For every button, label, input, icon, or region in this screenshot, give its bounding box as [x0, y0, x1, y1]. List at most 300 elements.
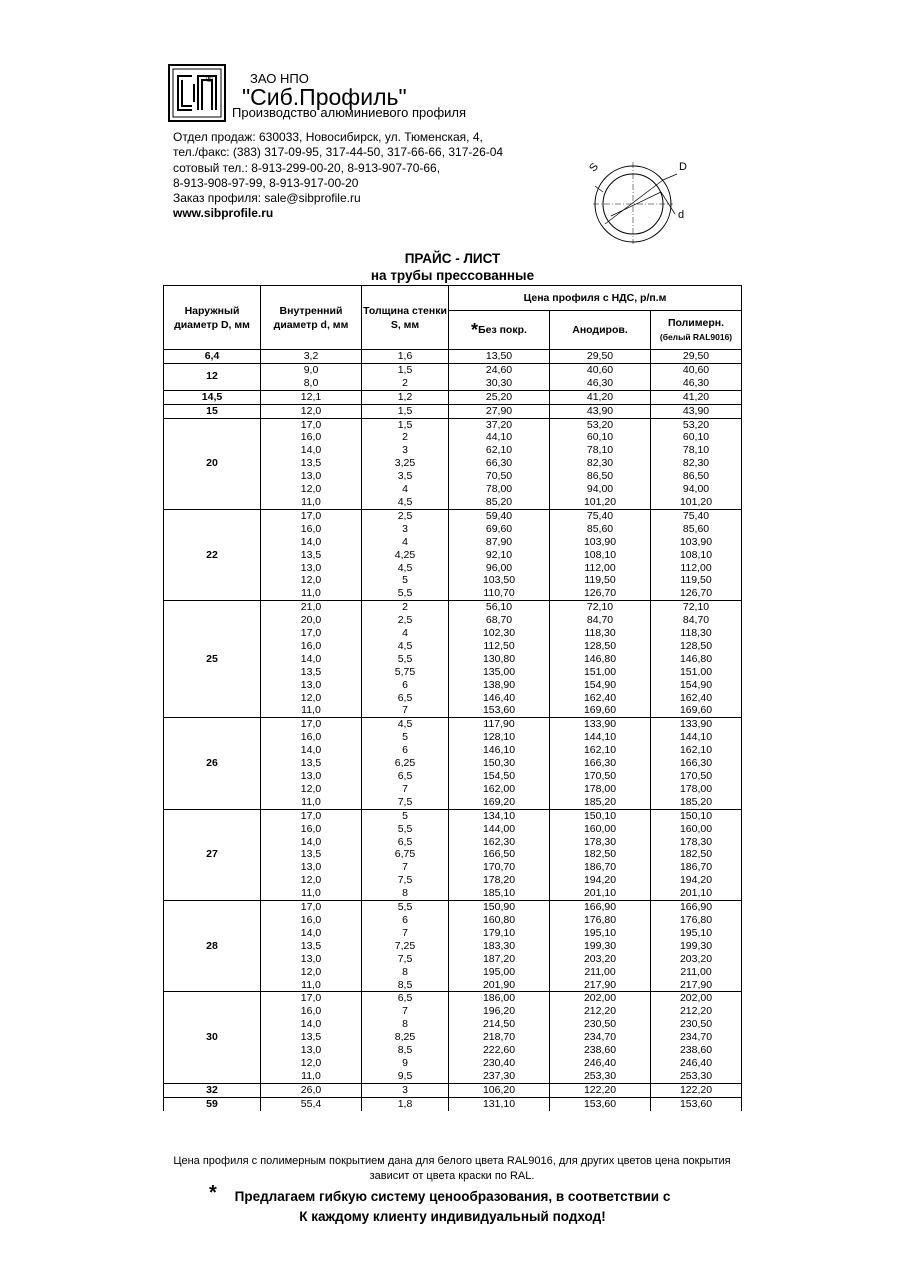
inner-diameter-cell: 11,0 — [261, 796, 362, 809]
price-anodized-cell: 202,00 — [550, 992, 651, 1005]
price-plain-cell: 27,90 — [449, 404, 550, 418]
price-anodized-cell: 82,30 — [550, 457, 651, 470]
price-anodized-cell: 154,90 — [550, 679, 651, 692]
price-note-line2: зависит от цвета краски по RAL. — [369, 1170, 535, 1182]
price-plain-cell: 162,00 — [449, 783, 550, 796]
price-plain-cell: 179,10 — [449, 927, 550, 940]
wall-thickness-cell: 7 — [362, 704, 449, 717]
price-polymer-cell: 230,50 — [651, 1018, 742, 1031]
price-anodized-cell: 230,50 — [550, 1018, 651, 1031]
header-polymer-note: (белый RAL9016) — [659, 332, 733, 342]
price-polymer-cell: 178,30 — [651, 836, 742, 849]
inner-diameter-cell: 17,0 — [261, 418, 362, 431]
inner-diameter-cell: 13,5 — [261, 666, 362, 679]
price-polymer-cell: 202,00 — [651, 992, 742, 1005]
offer-star: * — [209, 1182, 217, 1204]
price-anodized-cell: 133,90 — [550, 718, 651, 731]
price-plain-cell: 146,40 — [449, 692, 550, 705]
price-polymer-cell: 199,30 — [651, 940, 742, 953]
outer-diameter-cell: 12 — [164, 363, 261, 390]
price-polymer-cell: 46,30 — [651, 377, 742, 390]
inner-diameter-cell: 16,0 — [261, 914, 362, 927]
wall-thickness-cell: 2 — [362, 431, 449, 444]
price-anodized-cell: 234,70 — [550, 1031, 651, 1044]
price-polymer-cell: 169,60 — [651, 704, 742, 717]
price-polymer-cell: 150,10 — [651, 809, 742, 822]
price-polymer-cell: 211,00 — [651, 966, 742, 979]
wall-thickness-cell: 4 — [362, 627, 449, 640]
contacts-mobile-2: 8-913-908-97-99, 8-913-917-00-20 — [173, 175, 359, 190]
price-plain-cell: 218,70 — [449, 1031, 550, 1044]
price-plain-cell: 117,90 — [449, 718, 550, 731]
price-anodized-cell: 60,10 — [550, 431, 651, 444]
wall-thickness-cell: 5,5 — [362, 653, 449, 666]
price-anodized-cell: 86,50 — [550, 470, 651, 483]
price-plain-cell: 68,70 — [449, 614, 550, 627]
price-anodized-cell: 53,20 — [550, 418, 651, 431]
price-plain-cell: 201,90 — [449, 979, 550, 992]
wall-thickness-cell: 6 — [362, 744, 449, 757]
price-anodized-cell: 212,20 — [550, 1005, 651, 1018]
price-anodized-cell: 41,20 — [550, 390, 651, 404]
price-plain-cell: 170,70 — [449, 861, 550, 874]
contacts-email: Заказ профиля: sale@sibprofile.ru — [173, 191, 361, 206]
inner-diameter-cell: 11,0 — [261, 704, 362, 717]
inner-diameter-cell: 11,0 — [261, 587, 362, 600]
inner-diameter-cell: 17,0 — [261, 901, 362, 914]
price-plain-cell: 59,40 — [449, 509, 550, 522]
wall-thickness-cell: 7 — [362, 861, 449, 874]
inner-diameter-cell: 12,0 — [261, 574, 362, 587]
price-polymer-cell: 178,00 — [651, 783, 742, 796]
price-polymer-cell: 86,50 — [651, 470, 742, 483]
outer-diameter-cell: 26 — [164, 718, 261, 809]
price-plain-cell: 162,30 — [449, 836, 550, 849]
wall-thickness-cell: 1,5 — [362, 418, 449, 431]
wall-thickness-cell: 7 — [362, 927, 449, 940]
wall-thickness-cell: 3,25 — [362, 457, 449, 470]
price-anodized-cell: 166,90 — [550, 901, 651, 914]
wall-thickness-cell: 3,5 — [362, 470, 449, 483]
outer-diameter-cell: 32 — [164, 1083, 261, 1097]
price-anodized-cell: 160,00 — [550, 823, 651, 836]
outer-diameter-cell: 27 — [164, 809, 261, 900]
diagram-label-d: d — [678, 209, 685, 221]
header-polymer-label: Полимерн. — [667, 317, 725, 329]
price-polymer-cell: 103,90 — [651, 536, 742, 549]
wall-thickness-cell: 3 — [362, 1083, 449, 1097]
price-polymer-cell: 212,20 — [651, 1005, 742, 1018]
wall-thickness-cell: 6,5 — [362, 770, 449, 783]
price-polymer-cell: 246,40 — [651, 1057, 742, 1070]
price-anodized-cell: 101,20 — [550, 496, 651, 509]
inner-diameter-cell: 14,0 — [261, 536, 362, 549]
price-polymer-cell: 85,60 — [651, 523, 742, 536]
price-polymer-cell: 201,10 — [651, 887, 742, 900]
inner-diameter-cell: 11,0 — [261, 887, 362, 900]
wall-thickness-cell: 1,8 — [362, 1097, 449, 1110]
wall-thickness-cell: 8,5 — [362, 1044, 449, 1057]
price-anodized-cell: 75,40 — [550, 509, 651, 522]
price-anodized-cell: 150,10 — [550, 809, 651, 822]
page-title: ПРАЙС - ЛИСТ — [404, 251, 501, 266]
wall-thickness-cell: 1,6 — [362, 350, 449, 364]
price-anodized-cell: 238,60 — [550, 1044, 651, 1057]
price-anodized-cell: 119,50 — [550, 574, 651, 587]
inner-diameter-cell: 13,0 — [261, 861, 362, 874]
inner-diameter-cell: 16,0 — [261, 731, 362, 744]
price-anodized-cell: 151,00 — [550, 666, 651, 679]
wall-thickness-cell: 4,5 — [362, 718, 449, 731]
wall-thickness-cell: 6,5 — [362, 992, 449, 1005]
offer-block — [0, 1182, 905, 1227]
price-polymer-cell: 238,60 — [651, 1044, 742, 1057]
price-polymer-cell: 82,30 — [651, 457, 742, 470]
wall-thickness-cell: 4,5 — [362, 496, 449, 509]
price-anodized-cell: 43,90 — [550, 404, 651, 418]
price-plain-cell: 138,90 — [449, 679, 550, 692]
price-polymer-cell: 160,00 — [651, 823, 742, 836]
inner-diameter-cell: 11,0 — [261, 1070, 362, 1083]
offer-line1: Предлагаем гибкую систему ценообразования, в соответствии с — [234, 1189, 671, 1204]
price-plain-cell: 56,10 — [449, 601, 550, 614]
price-plain-cell: 25,20 — [449, 390, 550, 404]
outer-diameter-cell: 20 — [164, 418, 261, 509]
inner-diameter-cell: 13,0 — [261, 562, 362, 575]
wall-thickness-cell: 4 — [362, 536, 449, 549]
price-anodized-cell: 169,60 — [550, 704, 651, 717]
table-row — [164, 718, 742, 731]
wall-thickness-cell: 1,5 — [362, 404, 449, 418]
inner-diameter-cell: 14,0 — [261, 927, 362, 940]
price-anodized-cell: 178,00 — [550, 783, 651, 796]
company-name: "Сиб.Профиль" — [242, 84, 407, 110]
contacts-website[interactable]: www.sibprofile.ru — [173, 206, 274, 221]
price-plain-cell: 96,00 — [449, 562, 550, 575]
wall-thickness-cell: 7,5 — [362, 796, 449, 809]
price-plain-cell: 24,60 — [449, 363, 550, 376]
price-anodized-cell: 72,10 — [550, 601, 651, 614]
price-polymer-cell: 154,90 — [651, 679, 742, 692]
inner-diameter-cell: 13,0 — [261, 770, 362, 783]
header-plain-label: Без покр. — [478, 324, 527, 336]
wall-thickness-cell: 6,75 — [362, 848, 449, 861]
price-plain-cell: 150,30 — [449, 757, 550, 770]
price-anodized-cell: 162,10 — [550, 744, 651, 757]
price-polymer-cell: 53,20 — [651, 418, 742, 431]
price-anodized-cell: 112,00 — [550, 562, 651, 575]
wall-thickness-cell: 8 — [362, 1018, 449, 1031]
price-plain-cell: 183,30 — [449, 940, 550, 953]
price-anodized-cell: 46,30 — [550, 377, 651, 390]
wall-thickness-cell: 3 — [362, 444, 449, 457]
company-subtitle: Производство алюминиевого профиля — [232, 105, 467, 120]
inner-diameter-cell: 13,5 — [261, 1031, 362, 1044]
price-anodized-cell: 195,10 — [550, 927, 651, 940]
price-polymer-cell: 234,70 — [651, 1031, 742, 1044]
inner-diameter-cell: 14,0 — [261, 444, 362, 457]
price-plain-cell: 222,60 — [449, 1044, 550, 1057]
wall-thickness-cell: 6,5 — [362, 692, 449, 705]
price-polymer-cell: 94,00 — [651, 483, 742, 496]
inner-diameter-cell: 3,2 — [261, 350, 362, 364]
outer-diameter-cell: 30 — [164, 992, 261, 1083]
sp-logo-icon — [168, 64, 226, 122]
price-anodized-cell: 40,60 — [550, 363, 651, 376]
price-polymer-cell: 29,50 — [651, 350, 742, 364]
price-anodized-cell: 108,10 — [550, 549, 651, 562]
price-plain-cell: 134,10 — [449, 809, 550, 822]
inner-diameter-cell: 12,0 — [261, 404, 362, 418]
price-polymer-cell: 186,70 — [651, 861, 742, 874]
diagram-label-D: D — [679, 161, 687, 173]
price-polymer-cell: 195,10 — [651, 927, 742, 940]
price-polymer-cell: 217,90 — [651, 979, 742, 992]
inner-diameter-cell: 26,0 — [261, 1083, 362, 1097]
table-row — [164, 601, 742, 614]
price-polymer-cell: 43,90 — [651, 404, 742, 418]
price-plain-cell: 144,00 — [449, 823, 550, 836]
table-row — [164, 901, 742, 914]
inner-diameter-cell: 55,4 — [261, 1097, 362, 1110]
price-plain-cell: 187,20 — [449, 953, 550, 966]
wall-thickness-cell: 4 — [362, 483, 449, 496]
wall-thickness-cell: 5 — [362, 809, 449, 822]
inner-diameter-cell: 12,0 — [261, 783, 362, 796]
outer-diameter-cell: 59 — [164, 1097, 261, 1110]
wall-thickness-cell: 5 — [362, 574, 449, 587]
price-plain-cell: 102,30 — [449, 627, 550, 640]
price-anodized-cell: 162,40 — [550, 692, 651, 705]
price-plain-cell: 66,30 — [449, 457, 550, 470]
price-polymer-cell: 128,50 — [651, 640, 742, 653]
price-plain-cell: 146,10 — [449, 744, 550, 757]
inner-diameter-cell: 20,0 — [261, 614, 362, 627]
inner-diameter-cell: 13,5 — [261, 549, 362, 562]
price-plain-cell: 135,00 — [449, 666, 550, 679]
inner-diameter-cell: 12,0 — [261, 692, 362, 705]
wall-thickness-cell: 6 — [362, 679, 449, 692]
price-polymer-cell: 162,10 — [651, 744, 742, 757]
price-polymer-cell: 144,10 — [651, 731, 742, 744]
price-plain-cell: 30,30 — [449, 377, 550, 390]
table-row — [164, 1083, 742, 1097]
price-anodized-cell: 217,90 — [550, 979, 651, 992]
header-outer-diameter: Наружный диаметр D, мм — [164, 286, 261, 350]
wall-thickness-cell: 9,5 — [362, 1070, 449, 1083]
price-plain-cell: 178,20 — [449, 874, 550, 887]
inner-diameter-cell: 16,0 — [261, 823, 362, 836]
price-anodized-cell: 182,50 — [550, 848, 651, 861]
price-anodized-cell: 103,90 — [550, 536, 651, 549]
price-polymer-cell: 108,10 — [651, 549, 742, 562]
price-plain-cell: 62,10 — [449, 444, 550, 457]
price-polymer-cell: 60,10 — [651, 431, 742, 444]
table-row — [164, 418, 742, 431]
table-row — [164, 404, 742, 418]
contacts-block — [173, 130, 503, 222]
price-anodized-cell: 185,20 — [550, 796, 651, 809]
header-star: * — [471, 320, 479, 340]
outer-diameter-cell: 22 — [164, 509, 261, 600]
price-plain-cell: 131,10 — [449, 1097, 550, 1110]
contacts-address: Отдел продаж: 630033, Новосибирск, ул. Тюменская, 4, — [173, 130, 483, 144]
price-polymer-cell: 101,20 — [651, 496, 742, 509]
table-row — [164, 809, 742, 822]
outer-diameter-cell: 14,5 — [164, 390, 261, 404]
contacts-mobile: сотовый тел.: 8-913-299-00-20, 8-913-907-70-66, — [173, 160, 441, 175]
wall-thickness-cell: 6,25 — [362, 757, 449, 770]
price-plain-cell: 195,00 — [449, 966, 550, 979]
price-polymer-cell: 166,90 — [651, 901, 742, 914]
wall-thickness-cell: 3 — [362, 523, 449, 536]
price-polymer-cell: 182,50 — [651, 848, 742, 861]
inner-diameter-cell: 12,0 — [261, 874, 362, 887]
price-anodized-cell: 146,80 — [550, 653, 651, 666]
table-row — [164, 390, 742, 404]
price-anodized-cell: 29,50 — [550, 350, 651, 364]
wall-thickness-cell: 1,5 — [362, 363, 449, 376]
contacts-phone: тел./факс: (383) 317-09-95, 317-44-50, 317-66-66, 317-26-04 — [173, 145, 504, 160]
price-anodized-cell: 199,30 — [550, 940, 651, 953]
wall-thickness-cell: 7,25 — [362, 940, 449, 953]
header-plain — [449, 311, 550, 350]
inner-diameter-cell: 21,0 — [261, 601, 362, 614]
table-row — [164, 992, 742, 1005]
price-polymer-cell: 84,70 — [651, 614, 742, 627]
price-anodized-cell: 122,20 — [550, 1083, 651, 1097]
inner-diameter-cell: 9,0 — [261, 363, 362, 376]
inner-diameter-cell: 16,0 — [261, 431, 362, 444]
price-plain-cell: 70,50 — [449, 470, 550, 483]
wall-thickness-cell: 1,2 — [362, 390, 449, 404]
header-anodized: Анодиров. — [550, 311, 651, 350]
price-note — [163, 1154, 741, 1184]
price-plain-cell: 169,20 — [449, 796, 550, 809]
wall-thickness-cell: 7 — [362, 1005, 449, 1018]
header-wall-thickness: Толщина стенки S, мм — [362, 286, 449, 350]
inner-diameter-cell: 17,0 — [261, 992, 362, 1005]
table-row — [164, 363, 742, 376]
price-plain-cell: 154,50 — [449, 770, 550, 783]
price-anodized-cell: 186,70 — [550, 861, 651, 874]
inner-diameter-cell: 14,0 — [261, 1018, 362, 1031]
page-subtitle: на трубы прессованные — [370, 268, 535, 283]
wall-thickness-cell: 5,75 — [362, 666, 449, 679]
price-polymer-cell: 185,20 — [651, 796, 742, 809]
inner-diameter-cell: 12,0 — [261, 1057, 362, 1070]
price-anodized-cell: 194,20 — [550, 874, 651, 887]
inner-diameter-cell: 14,0 — [261, 836, 362, 849]
inner-diameter-cell: 17,0 — [261, 809, 362, 822]
price-plain-cell: 103,50 — [449, 574, 550, 587]
price-anodized-cell: 253,30 — [550, 1070, 651, 1083]
price-plain-cell: 230,40 — [449, 1057, 550, 1070]
table-row — [164, 509, 742, 522]
price-polymer-cell: 194,20 — [651, 874, 742, 887]
wall-thickness-cell: 8,5 — [362, 979, 449, 992]
wall-thickness-cell: 8,25 — [362, 1031, 449, 1044]
inner-diameter-cell: 17,0 — [261, 627, 362, 640]
inner-diameter-cell: 13,5 — [261, 940, 362, 953]
wall-thickness-cell: 7,5 — [362, 953, 449, 966]
inner-diameter-cell: 12,0 — [261, 966, 362, 979]
inner-diameter-cell: 11,0 — [261, 979, 362, 992]
inner-diameter-cell: 8,0 — [261, 377, 362, 390]
price-polymer-cell: 253,30 — [651, 1070, 742, 1083]
wall-thickness-cell: 4,25 — [362, 549, 449, 562]
price-polymer-cell: 203,20 — [651, 953, 742, 966]
price-plain-cell: 186,00 — [449, 992, 550, 1005]
price-plain-cell: 153,60 — [449, 704, 550, 717]
outer-diameter-cell: 6,4 — [164, 350, 261, 364]
price-polymer-cell: 146,80 — [651, 653, 742, 666]
price-anodized-cell: 85,60 — [550, 523, 651, 536]
wall-thickness-cell: 2,5 — [362, 509, 449, 522]
price-plain-cell: 44,10 — [449, 431, 550, 444]
wall-thickness-cell: 6 — [362, 914, 449, 927]
price-polymer-cell: 119,50 — [651, 574, 742, 587]
price-plain-cell: 106,20 — [449, 1083, 550, 1097]
outer-diameter-cell: 25 — [164, 601, 261, 718]
wall-thickness-cell: 8 — [362, 887, 449, 900]
inner-diameter-cell: 13,5 — [261, 757, 362, 770]
inner-diameter-cell: 13,5 — [261, 848, 362, 861]
price-anodized-cell: 126,70 — [550, 587, 651, 600]
price-anodized-cell: 170,50 — [550, 770, 651, 783]
wall-thickness-cell: 4,5 — [362, 640, 449, 653]
price-polymer-cell: 133,90 — [651, 718, 742, 731]
price-plain-cell: 128,10 — [449, 731, 550, 744]
price-polymer-cell: 122,20 — [651, 1083, 742, 1097]
inner-diameter-cell: 13,0 — [261, 1044, 362, 1057]
price-anodized-cell: 153,60 — [550, 1097, 651, 1110]
price-polymer-cell: 72,10 — [651, 601, 742, 614]
svg-text:®: ® — [206, 74, 213, 84]
wall-thickness-cell: 2 — [362, 601, 449, 614]
wall-thickness-cell: 5,5 — [362, 587, 449, 600]
wall-thickness-cell: 4,5 — [362, 562, 449, 575]
header-inner-diameter: Внутренний диаметр d, мм — [261, 286, 362, 350]
inner-diameter-cell: 14,0 — [261, 653, 362, 666]
diagram-label-s: S — [587, 160, 601, 175]
wall-thickness-cell: 2,5 — [362, 614, 449, 627]
table-row — [164, 1097, 742, 1110]
outer-diameter-cell: 28 — [164, 901, 261, 992]
price-anodized-cell: 178,30 — [550, 836, 651, 849]
price-anodized-cell: 128,50 — [550, 640, 651, 653]
price-anodized-cell: 203,20 — [550, 953, 651, 966]
price-polymer-cell: 78,10 — [651, 444, 742, 457]
outer-diameter-cell: 15 — [164, 404, 261, 418]
price-anodized-cell: 84,70 — [550, 614, 651, 627]
price-plain-cell: 110,70 — [449, 587, 550, 600]
price-anodized-cell: 246,40 — [550, 1057, 651, 1070]
wall-thickness-cell: 7,5 — [362, 874, 449, 887]
wall-thickness-cell: 7 — [362, 783, 449, 796]
table-row — [164, 350, 742, 364]
price-polymer-cell: 151,00 — [651, 666, 742, 679]
price-anodized-cell: 78,10 — [550, 444, 651, 457]
price-plain-cell: 166,50 — [449, 848, 550, 861]
pipe-cross-section-diagram — [583, 152, 695, 244]
wall-thickness-cell: 6,5 — [362, 836, 449, 849]
price-polymer-cell: 126,70 — [651, 587, 742, 600]
price-polymer-cell: 170,50 — [651, 770, 742, 783]
price-polymer-cell: 162,40 — [651, 692, 742, 705]
price-note-line1: Цена профиля с полимерным покрытием дана для белого цвета RAL9016, для других цветов цена покрытия — [173, 1155, 731, 1167]
inner-diameter-cell: 16,0 — [261, 640, 362, 653]
